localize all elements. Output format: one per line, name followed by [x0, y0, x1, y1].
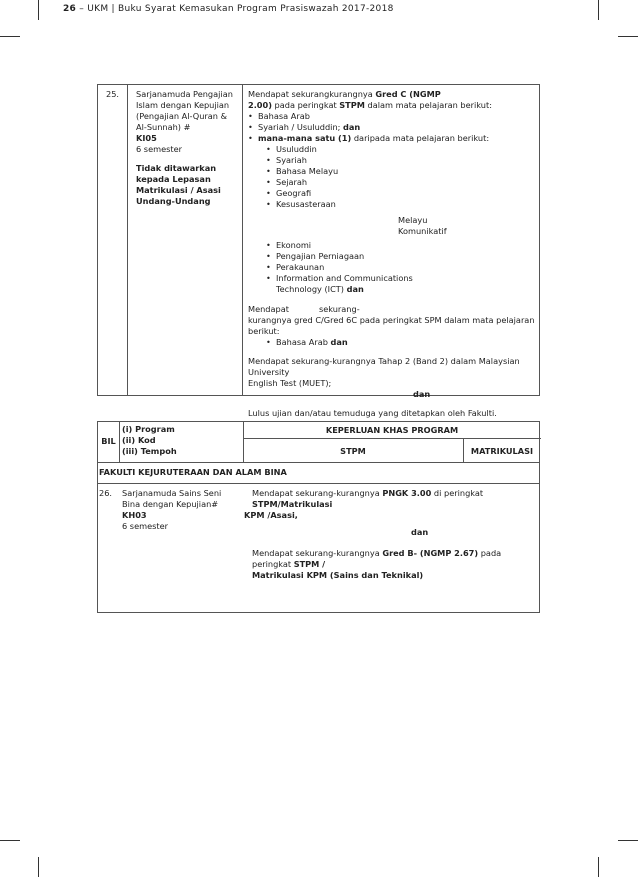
page-header [63, 4, 394, 14]
program-line: Bina dengan Kepujian# [122, 499, 219, 509]
divider [243, 438, 541, 439]
faculty-row: FAKULTI KEJURUTERAAN DAN ALAM BINA [99, 467, 287, 477]
interview-line: Lulus ujian dan/atau temuduga yang ditetapkan oleh Fakulti. [248, 408, 497, 418]
subject-sub-bullet: • Pengajian Perniagaan [248, 251, 538, 262]
subject-sub-bullet: • Syariah [248, 155, 538, 166]
program-duration: 6 semester [122, 521, 169, 531]
conjunction: dan [411, 527, 429, 537]
subject-bullet: • Bahasa Arab [248, 111, 538, 122]
program-line: Sarjanamuda Pengajian [136, 89, 233, 99]
spm-line: kurangnya gred C/Gred 6C pada peringkat SPM dalam mata pelajaran berikut: [248, 315, 535, 336]
note-line: Undang-Undang [136, 196, 211, 206]
conjunction: dan [413, 389, 431, 399]
subject-bullet: • Syariah / Usuluddin; dan [248, 122, 538, 133]
bil-cell [98, 89, 127, 100]
req-line: 2.00) pada peringkat STPM dalam mata pelajaran berikut: [248, 100, 492, 110]
subject-continuation: Melayu [398, 215, 428, 225]
subject-sub-bullet: • Bahasa Melayu [248, 166, 538, 177]
program-header [122, 424, 242, 457]
page-number: 26 [63, 4, 77, 14]
program-line: Islam dengan Kepujian [136, 100, 230, 110]
program-table-kh03 [97, 421, 540, 613]
note-line: kepada Lepasan [136, 174, 211, 184]
req-line: KPM /Asasi, [244, 510, 298, 520]
program-header-line: (i) Program [122, 424, 175, 434]
subject-bullet: • mana-mana satu (1) daripada mata pelajaran berikut: [248, 133, 538, 144]
program-cell [136, 89, 240, 207]
program-code: KH03 [122, 510, 147, 520]
crop-mark [618, 840, 638, 841]
program-table-ki05 [97, 84, 540, 418]
req-line: Matrikulasi KPM (Sains dan Teknikal) [252, 570, 424, 580]
row-number: 25. [105, 89, 120, 99]
subject-sub-bullet: • Ekonomi [248, 240, 538, 251]
program-header-line: (iii) Tempoh [122, 446, 177, 456]
stpm-header: STPM [340, 446, 366, 456]
subject-sub-bullet: • Kesusasteraan [248, 199, 538, 210]
req-line: Mendapat sekurang-kurangnya Gred B- (NGMP 2.67) pada peringkat STPM / [252, 548, 502, 569]
crop-mark [0, 36, 20, 37]
crop-mark [0, 840, 20, 841]
subject-continuation: Komunikatif [398, 226, 447, 236]
subject-sub-bullet: • Sejarah [248, 177, 538, 188]
subject-sub-bullet: • Information and Communications [248, 273, 538, 284]
spm-line: Mendapat sekurang- [248, 304, 360, 314]
subject-continuation: Technology (ICT) dan [276, 284, 364, 294]
req-line: Mendapat sekurang-kurangnya PNGK 3.00 di peringkat STPM/Matrikulasi [252, 488, 484, 509]
requirement-cell [248, 89, 538, 419]
note-line: Matrikulasi / Asasi [136, 185, 221, 195]
header-text: – UKM | Buku Syarat Kemasukan Program Prasiswazah 2017-2018 [76, 4, 394, 14]
program-line: Al-Sunnah) # [136, 122, 191, 132]
program-line: (Pengajian Al-Quran & [136, 111, 227, 121]
matrik-header: MATRIKULASI [470, 446, 534, 456]
crop-mark [38, 0, 39, 20]
muet-line: Mendapat sekurang-kurangnya Tahap 2 (Band 2) dalam Malaysian University [248, 356, 520, 377]
subject-sub-bullet: • Perakaunan [248, 262, 538, 273]
subject-sub-bullet: • Usuluddin [248, 144, 538, 155]
program-code: KI05 [136, 133, 157, 143]
program-duration: 6 semester [136, 144, 183, 154]
requirement-cell [244, 488, 540, 581]
program-line: Sarjanamuda Sains Seni [122, 488, 222, 498]
note-line: Tidak ditawarkan [136, 163, 217, 173]
row-number: 26. [99, 488, 113, 498]
crop-mark [598, 0, 599, 20]
crop-mark [598, 857, 599, 877]
program-header-line: (ii) Kod [122, 435, 156, 445]
crop-mark [618, 36, 638, 37]
program-cell [122, 488, 244, 532]
bil-header: BIL [101, 436, 116, 446]
keperluan-header: KEPERLUAN KHAS PROGRAM [325, 425, 459, 435]
muet-line: English Test (MUET); [248, 378, 332, 388]
subject-sub-bullet: • Geografi [248, 188, 538, 199]
req-line: Mendapat sekurangkurangnya Gred C (NGMP [248, 89, 441, 99]
crop-mark [38, 857, 39, 877]
spm-bullet: • Bahasa Arab dan [248, 337, 538, 348]
